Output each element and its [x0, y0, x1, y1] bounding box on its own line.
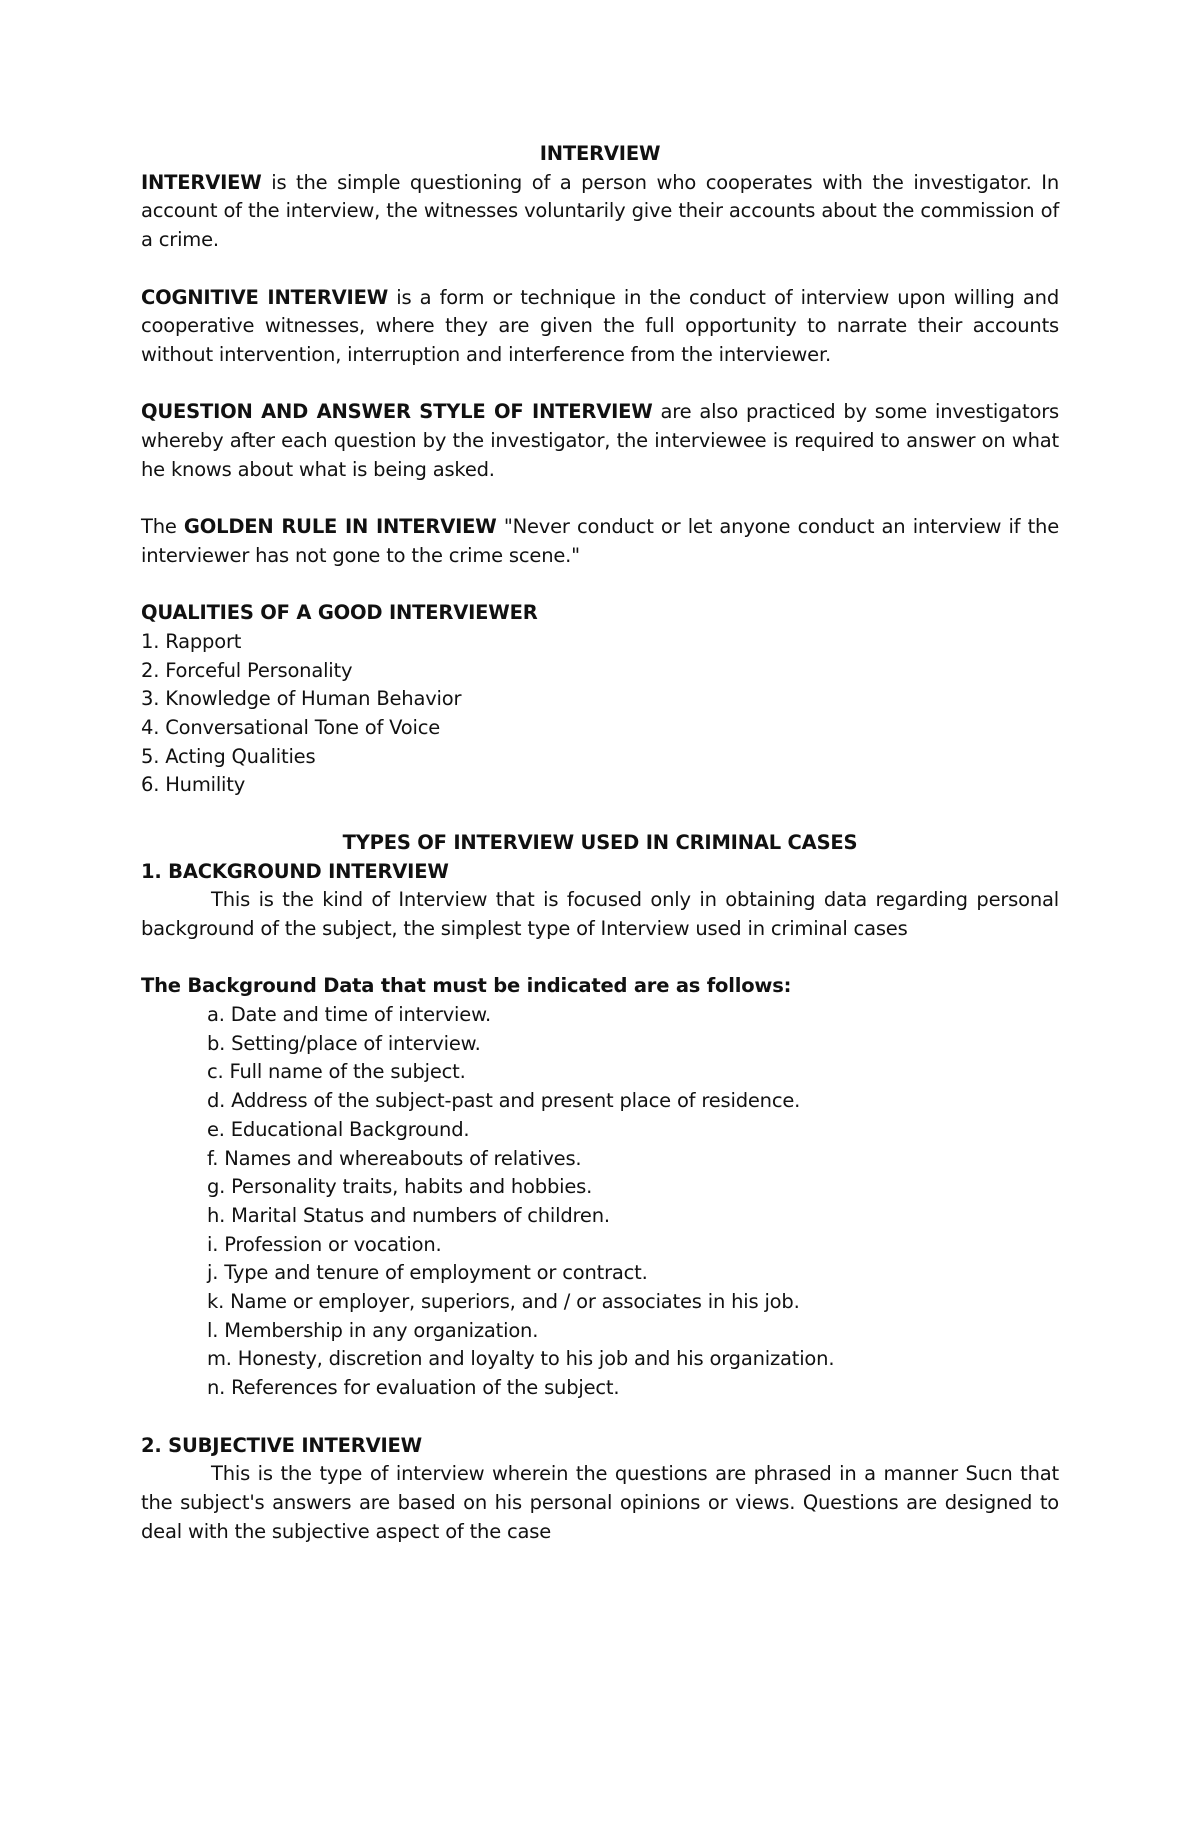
qualities-heading: QUALITIES OF A GOOD INTERVIEWER [141, 601, 538, 625]
interview-term: INTERVIEW [141, 170, 262, 194]
document-title: INTERVIEW [539, 142, 661, 165]
list-item: d. Address of the subject-past and present place of residence. [207, 1089, 801, 1113]
list-item: g. Personality traits, habits and hobbies. [207, 1175, 593, 1199]
document-page [141, 140, 1059, 1546]
spacer [141, 800, 1059, 829]
spacer [141, 370, 1059, 399]
qa-term: QUESTION AND ANSWER STYLE OF INTERVIEW [141, 400, 653, 424]
spacer [141, 1403, 1059, 1432]
list-item: a. Date and time of interview. [207, 1003, 492, 1026]
list-item: 6. Humility [141, 773, 246, 797]
background-data-list [141, 1001, 1059, 1403]
list-item: b. Setting/place of interview. [207, 1031, 481, 1055]
golden-rule-term: GOLDEN RULE IN INTERVIEW [183, 515, 497, 539]
subjective-interview-heading: 2. SUBJECTIVE INTERVIEW [141, 1433, 422, 1457]
list-item: i. Profession or vocation. [207, 1232, 442, 1256]
interview-definition [141, 169, 1059, 255]
spacer [141, 571, 1059, 600]
cognitive-term: COGNITIVE INTERVIEW [141, 285, 389, 309]
list-item: h. Marital Status and numbers of children. [207, 1203, 610, 1227]
cognitive-definition [141, 284, 1059, 370]
golden-rule-prefix: The [141, 515, 184, 539]
list-item: l. Membership in any organization. [207, 1318, 539, 1342]
golden-rule-text: "Never conduct or let anyone conduct an interview if the interviewer has not gone to the crime scene." [141, 515, 1059, 567]
qualities-list [141, 628, 1059, 800]
spacer [141, 484, 1059, 513]
list-item: j. Type and tenure of employment or contract. [207, 1261, 648, 1285]
qa-definition-text: are also practiced by some investigators whereby after each question by the investigator, the interviewee is required to answer on what he knows about what is being asked. [141, 400, 1059, 481]
list-item: 2. Forceful Personality [141, 658, 353, 682]
types-heading: TYPES OF INTERVIEW USED IN CRIMINAL CASES [342, 830, 858, 854]
list-item: 4. Conversational Tone of Voice [141, 716, 441, 739]
interview-definition-text: is the simple questioning of a person who cooperates with the investigator. In account of the interview, the witnesses voluntarily give their accounts about the commission of a crime. [141, 170, 1059, 252]
qa-definition [141, 398, 1059, 484]
list-item: 1. Rapport [141, 629, 242, 653]
list-item: 5. Acting Qualities [141, 744, 316, 768]
spacer [141, 255, 1059, 284]
list-item: m. Honesty, discretion and loyalty to his job and his organization. [207, 1347, 835, 1371]
list-item: 3. Knowledge of Human Behavior [141, 687, 462, 711]
spacer [141, 944, 1059, 973]
cognitive-definition-text: is a form or technique in the conduct of interview upon willing and cooperative witnesses, where they are given the full opportunity to narrate their accounts without intervention, interruption and interference from the interviewer. [141, 285, 1059, 366]
background-data-heading: The Background Data that must be indicated are as follows: [141, 974, 792, 998]
list-item: c. Full name of the subject. [207, 1060, 466, 1084]
golden-rule [141, 513, 1059, 570]
list-item: e. Educational Background. [207, 1117, 470, 1141]
list-item: n. References for evaluation of the subject. [207, 1376, 620, 1400]
list-item: k. Name or employer, superiors, and / or associates in his job. [207, 1290, 800, 1314]
background-interview-text: This is the kind of Interview that is focused only in obtaining data regarding personal background of the subject, the simplest type of Interview used in criminal cases [141, 888, 1059, 940]
list-item: f. Names and whereabouts of relatives. [207, 1146, 582, 1170]
background-interview-heading: 1. BACKGROUND INTERVIEW [141, 859, 449, 883]
subjective-interview-text: This is the type of interview wherein the questions are phrased in a manner Sucn that the subject's answers are based on his personal opinions or views. Questions are designed to deal with the subjective aspect of the case [141, 1462, 1059, 1543]
